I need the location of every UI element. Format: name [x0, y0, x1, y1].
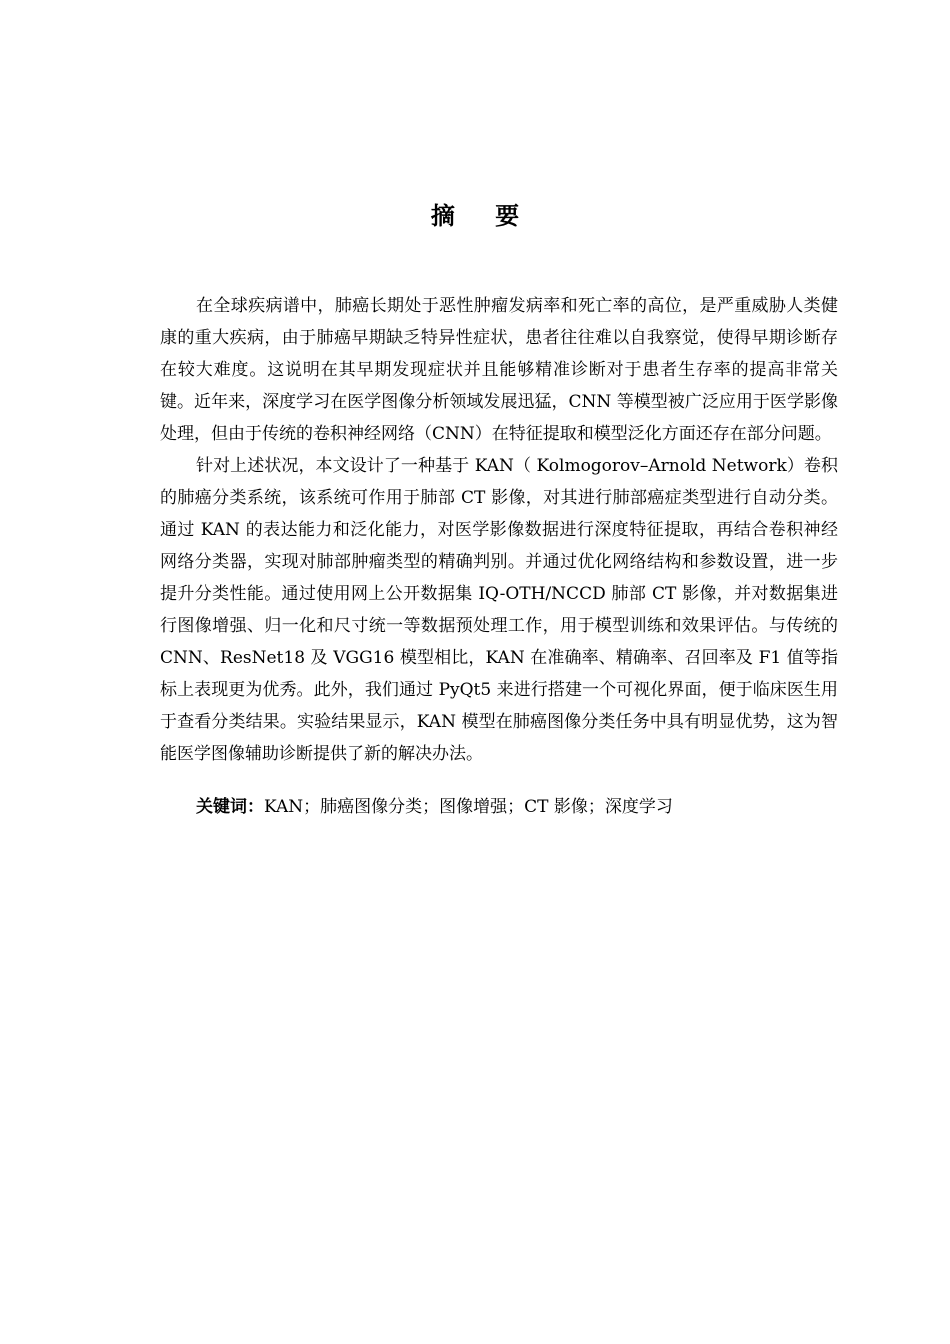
- abstract-body: [160, 290, 838, 823]
- abstract-paragraph-2: 针对上述状况，本文设计了一种基于 KAN（ Kolmogorov–Arnold Network）卷积的肺癌分类系统，该系统可作用于肺部 CT 影像，对其进行肺部癌症类型进行自动分类。通过 KAN 的表达能力和泛化能力，对医学影像数据进行深度特征提取，再结合卷积神经网络分类器，实现对肺部肿瘤类型的精确判别。并通过优化网络结构和参数设置，进一步提升分类性能。通过使用网上公开数据集 IQ-OTH/NCCD 肺部 CT 影像，并对数据集进行图像增强、归一化和尺寸统一等数据预处理工作，用于模型训练和效果评估。与传统的 CNN、ResNet18 及 VGG16 模型相比，KAN 在准确率、精确率、召回率及 F1 值等指标上表现更为优秀。此外，我们通过 PyQt5 来进行搭建一个可视化界面，便于临床医生用于查看分类结果。实验结果显示，KAN 模型在肺癌图像分类任务中具有明显优势，这为智能医学图像辅助诊断提供了新的解决办法。: [160, 456, 838, 764]
- keywords-line: [160, 791, 838, 823]
- keywords-list: KAN；肺癌图像分类；图像增强；CT 影像；深度学习: [264, 797, 673, 817]
- abstract-paragraph-1: 在全球疾病谱中，肺癌长期处于恶性肿瘤发病率和死亡率的高位，是严重威胁人类健康的重大疾病，由于肺癌早期缺乏特异性症状，患者往往难以自我察觉，使得早期诊断存在较大难度。这说明在其早期发现症状并且能够精准诊断对于患者生存率的提高非常关键。近年来，深度学习在医学图像分析领域发展迅猛，CNN 等模型被广泛应用于医学影像处理，但由于传统的卷积神经网络（CNN）在特征提取和模型泛化方面还存在部分问题。: [160, 296, 838, 444]
- keywords-label: 关键词：: [196, 797, 264, 817]
- abstract-title: 摘 要: [430, 202, 536, 230]
